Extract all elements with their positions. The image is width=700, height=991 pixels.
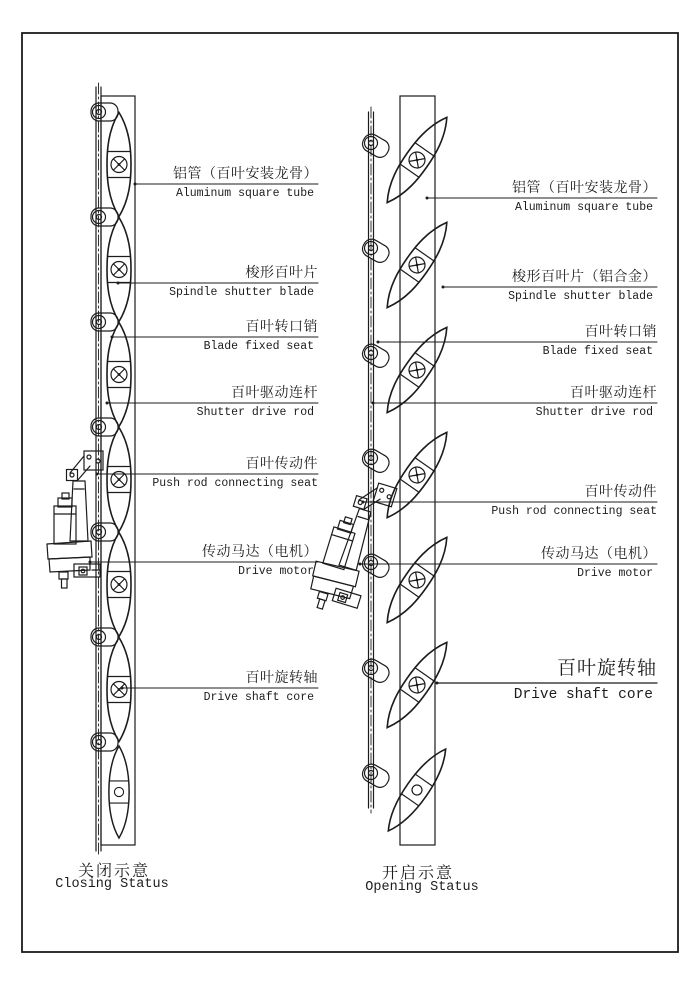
label-shaft-core-en: Drive shaft core bbox=[203, 691, 314, 704]
label-drive-rod-zh: 百叶驱动连杆 bbox=[231, 385, 318, 401]
label-drive-motor-en: Drive motor bbox=[238, 565, 314, 578]
label-aluminum-tube-zh-2: 铝管（百叶安装龙骨） bbox=[512, 180, 657, 196]
label-drive-motor-zh-2: 传动马达（电机） bbox=[541, 546, 657, 562]
label-aluminum-tube-en: Aluminum square tube bbox=[175, 187, 314, 200]
label-connecting-seat-zh-2: 百叶传动件 bbox=[584, 484, 657, 500]
label-spindle-blade-zh-2: 梭形百叶片（铝合金） bbox=[512, 269, 657, 285]
closing-blades bbox=[107, 113, 131, 839]
label-connecting-seat-en: Push rod connecting seat bbox=[152, 477, 318, 490]
opening-pins bbox=[360, 131, 392, 790]
label-drive-motor-en-2: Drive motor bbox=[577, 567, 653, 580]
label-drive-rod-en-2: Shutter drive rod bbox=[535, 406, 653, 419]
label-spindle-blade-en: Spindle shutter blade bbox=[169, 286, 314, 299]
label-blade-fixed-seat-en: Blade fixed seat bbox=[203, 340, 314, 353]
label-shaft-core-zh-2: 百叶旋转轴 bbox=[556, 657, 657, 679]
opening-caption-zh: 开启示意 bbox=[381, 863, 455, 882]
label-connecting-seat-en-2: Push rod connecting seat bbox=[491, 505, 657, 518]
closing-caption-en: Closing Status bbox=[55, 877, 169, 892]
label-shaft-core-zh: 百叶旋转轴 bbox=[245, 670, 318, 686]
label-aluminum-tube-zh: 铝管（百叶安装龙骨） bbox=[173, 166, 318, 182]
label-aluminum-tube-en-2: Aluminum square tube bbox=[514, 201, 653, 214]
closing-caption-zh: 关闭示意 bbox=[77, 861, 151, 880]
label-blade-fixed-seat-zh-2: 百叶转口销 bbox=[584, 324, 657, 340]
label-blade-fixed-seat-zh: 百叶转口销 bbox=[245, 319, 318, 335]
label-drive-rod-zh-2: 百叶驱动连杆 bbox=[570, 385, 657, 401]
label-drive-rod-en: Shutter drive rod bbox=[196, 406, 314, 419]
label-shaft-core-en-2: Drive shaft core bbox=[513, 687, 653, 703]
label-connecting-seat-zh: 百叶传动件 bbox=[245, 456, 318, 472]
opening-blades bbox=[377, 111, 456, 838]
closing-motor bbox=[47, 451, 103, 588]
label-spindle-blade-en-2: Spindle shutter blade bbox=[508, 290, 653, 303]
closing-pins bbox=[91, 103, 118, 751]
label-drive-motor-zh: 传动马达（电机） bbox=[202, 544, 318, 560]
label-blade-fixed-seat-en-2: Blade fixed seat bbox=[542, 345, 653, 358]
label-spindle-blade-zh: 梭形百叶片 bbox=[245, 265, 318, 281]
opening-caption-en: Opening Status bbox=[365, 880, 479, 895]
